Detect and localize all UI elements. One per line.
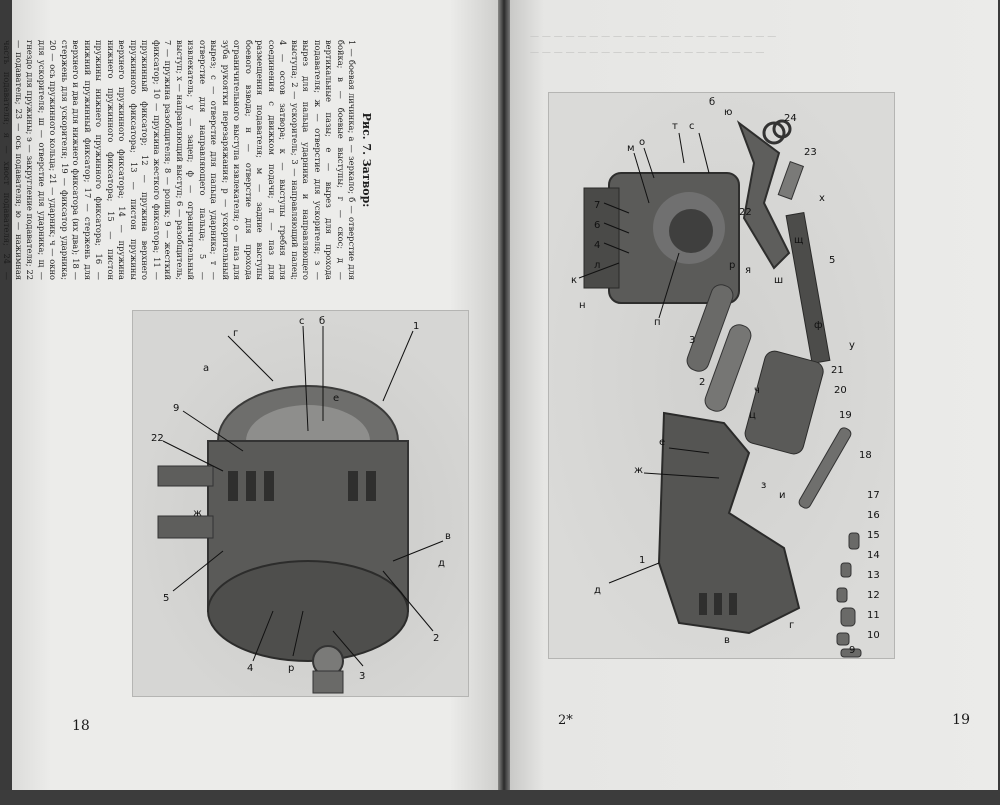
photo-label: р (288, 663, 295, 674)
photo-label: 1 (639, 555, 646, 566)
photo-label: о (639, 137, 646, 148)
photo-label: 4 (594, 240, 601, 251)
photo-label: 11 (867, 610, 880, 621)
photo-label: 21 (831, 365, 844, 376)
photo-label: щ (794, 235, 804, 246)
photo-label: е (333, 393, 340, 404)
signature-mark: 2* (558, 713, 573, 728)
photo-label: 9 (849, 645, 856, 656)
book-bottom-edge (0, 790, 1000, 805)
photo-label: 5 (829, 255, 836, 266)
photo-label: с (299, 316, 305, 327)
photo-label: п (654, 317, 661, 328)
bleed-through-text: — — — — — — — — — — — — — — — — — — — — — (530, 32, 777, 42)
photo-label: 12 (867, 590, 880, 601)
photo-label: л (594, 260, 601, 271)
left-page (2, 0, 498, 790)
photo-label: 13 (867, 570, 880, 581)
photo-label: г (233, 328, 239, 339)
page-number-left: 18 (72, 718, 90, 734)
photo-label: в (445, 531, 451, 542)
photo-label: м (627, 143, 635, 154)
photo-label: 15 (867, 530, 880, 541)
bolt-parts-illustration (549, 93, 894, 658)
figure-caption-block (2, 40, 382, 280)
bolt-parts-exploded-photo (548, 92, 895, 659)
photo-label: д (438, 558, 445, 569)
bleed-through-text: — — — — — — — — — — — — — — — — — — — — (530, 48, 765, 58)
photo-label: я (745, 265, 752, 276)
photo-label: 7 (594, 200, 601, 211)
photo-label: в (724, 635, 730, 646)
photo-label: ю (724, 107, 733, 118)
photo-label: е (659, 437, 666, 448)
book-gutter (498, 0, 510, 805)
photo-label: 1 (413, 321, 420, 332)
photo-label: 6 (594, 220, 601, 231)
photo-label: з (761, 480, 767, 491)
photo-label: р (729, 260, 736, 271)
photo-label: 18 (859, 450, 872, 461)
photo-label: у (849, 340, 855, 351)
photo-label: 16 (867, 510, 880, 521)
photo-label: 24 (784, 113, 797, 124)
photo-label: с (689, 121, 695, 132)
photo-label: 10 (867, 630, 880, 641)
photo-label: 19 (839, 410, 852, 421)
photo-label: 2 (433, 633, 440, 644)
photo-label: н (579, 300, 586, 311)
figure-caption-text: 1 — боевая личинка; а — зеркало; б — отверстие для бойка; в — боевые выступы; г — скос; д — вертикальные пазы; е — вырез для прохода подавателя; ж — отверстие для ускорителя; з — вырез для пальца ударника и направляющего выступа; 2 — ускоритель; 3 — направляющий палец; 4 — остов затвора; к — выступы гребня для соединения с движком подачи; л — паз для размещения подавателя; м — задние выступы боевого взвода; н — отверстие для прохода ограничительного выступа извлекателя; о — паз для зуба рукоятки перезаряжания; р — ускорительный вырез; с — отверстие для пальца ударника; т — отверстие для направляющего пальца; 5 — извлекатель; у — зацеп; ф — ограничительный выступ; х — направляющий выступ; 6 — разобщитель; 7 — пружина разобщителя; 8 — ролик; 9 — жесткий фиксатор; 10 — пружина жесткого фиксатора; 11 — пружинный фиксатор; 12 — пружина верхнего пружинного фиксатора; 13 — пистон пружины верхнего пружинного фиксатора; 14 — пружина нижнего пружинного фиксатора; 15 — пистон пружины нижнего пружинного фиксатора; 16 — нижний пружинный фиксатор; 17 — стержень для верхнего и два для нижнего фиксатора (их два); 18 — стержень для ускорителя; 19 — фиксатор ударника; 20 — ось пружинного кольца; 21 — ударник; ч — окно для ускорителя; ш — отверстие для ударника; щ — гнездо для пружины; э — закругление подавателя; 22 — подаватель; 23 — ось подавателя; ю — нажимная часть подавателя; я — хвост подавателя; 24 — (2, 40, 358, 280)
photo-label: 2 (699, 377, 706, 388)
photo-label: 9 (173, 403, 180, 414)
photo-label: 22 (739, 207, 752, 218)
photo-label: 3 (359, 671, 366, 682)
photo-label: 20 (834, 385, 847, 396)
photo-label: д (594, 585, 601, 596)
photo-label: х (819, 193, 825, 204)
photo-label: 5 (163, 593, 170, 604)
photo-label: и (779, 490, 786, 501)
photo-label: б (319, 316, 326, 327)
photo-label: 4 (247, 663, 254, 674)
photo-label: г (789, 620, 795, 631)
photo-label: ф (814, 320, 823, 331)
right-page (510, 0, 998, 790)
photo-label: ж (634, 465, 644, 476)
photo-label: 3 (689, 335, 696, 346)
photo-label: ж (193, 508, 203, 519)
photo-label: а (203, 363, 210, 374)
photo-label: ш (774, 275, 784, 286)
photo-label: 17 (867, 490, 880, 501)
photo-label: к (571, 275, 578, 286)
photo-label: 23 (804, 147, 817, 158)
page-number-right: 19 (952, 712, 970, 728)
figure-title: Рис. 7. Затвор: (360, 112, 373, 208)
photo-label: ч (754, 385, 760, 396)
figure-caption-rotated (2, 40, 373, 280)
bolt-assembly-illustration (133, 311, 468, 696)
photo-label: ц (749, 410, 756, 421)
photo-label: т (672, 121, 678, 132)
photo-label: б (709, 97, 716, 108)
photo-label: 14 (867, 550, 880, 561)
bolt-assembly-photo (132, 310, 469, 697)
photo-label: 22 (151, 433, 164, 444)
